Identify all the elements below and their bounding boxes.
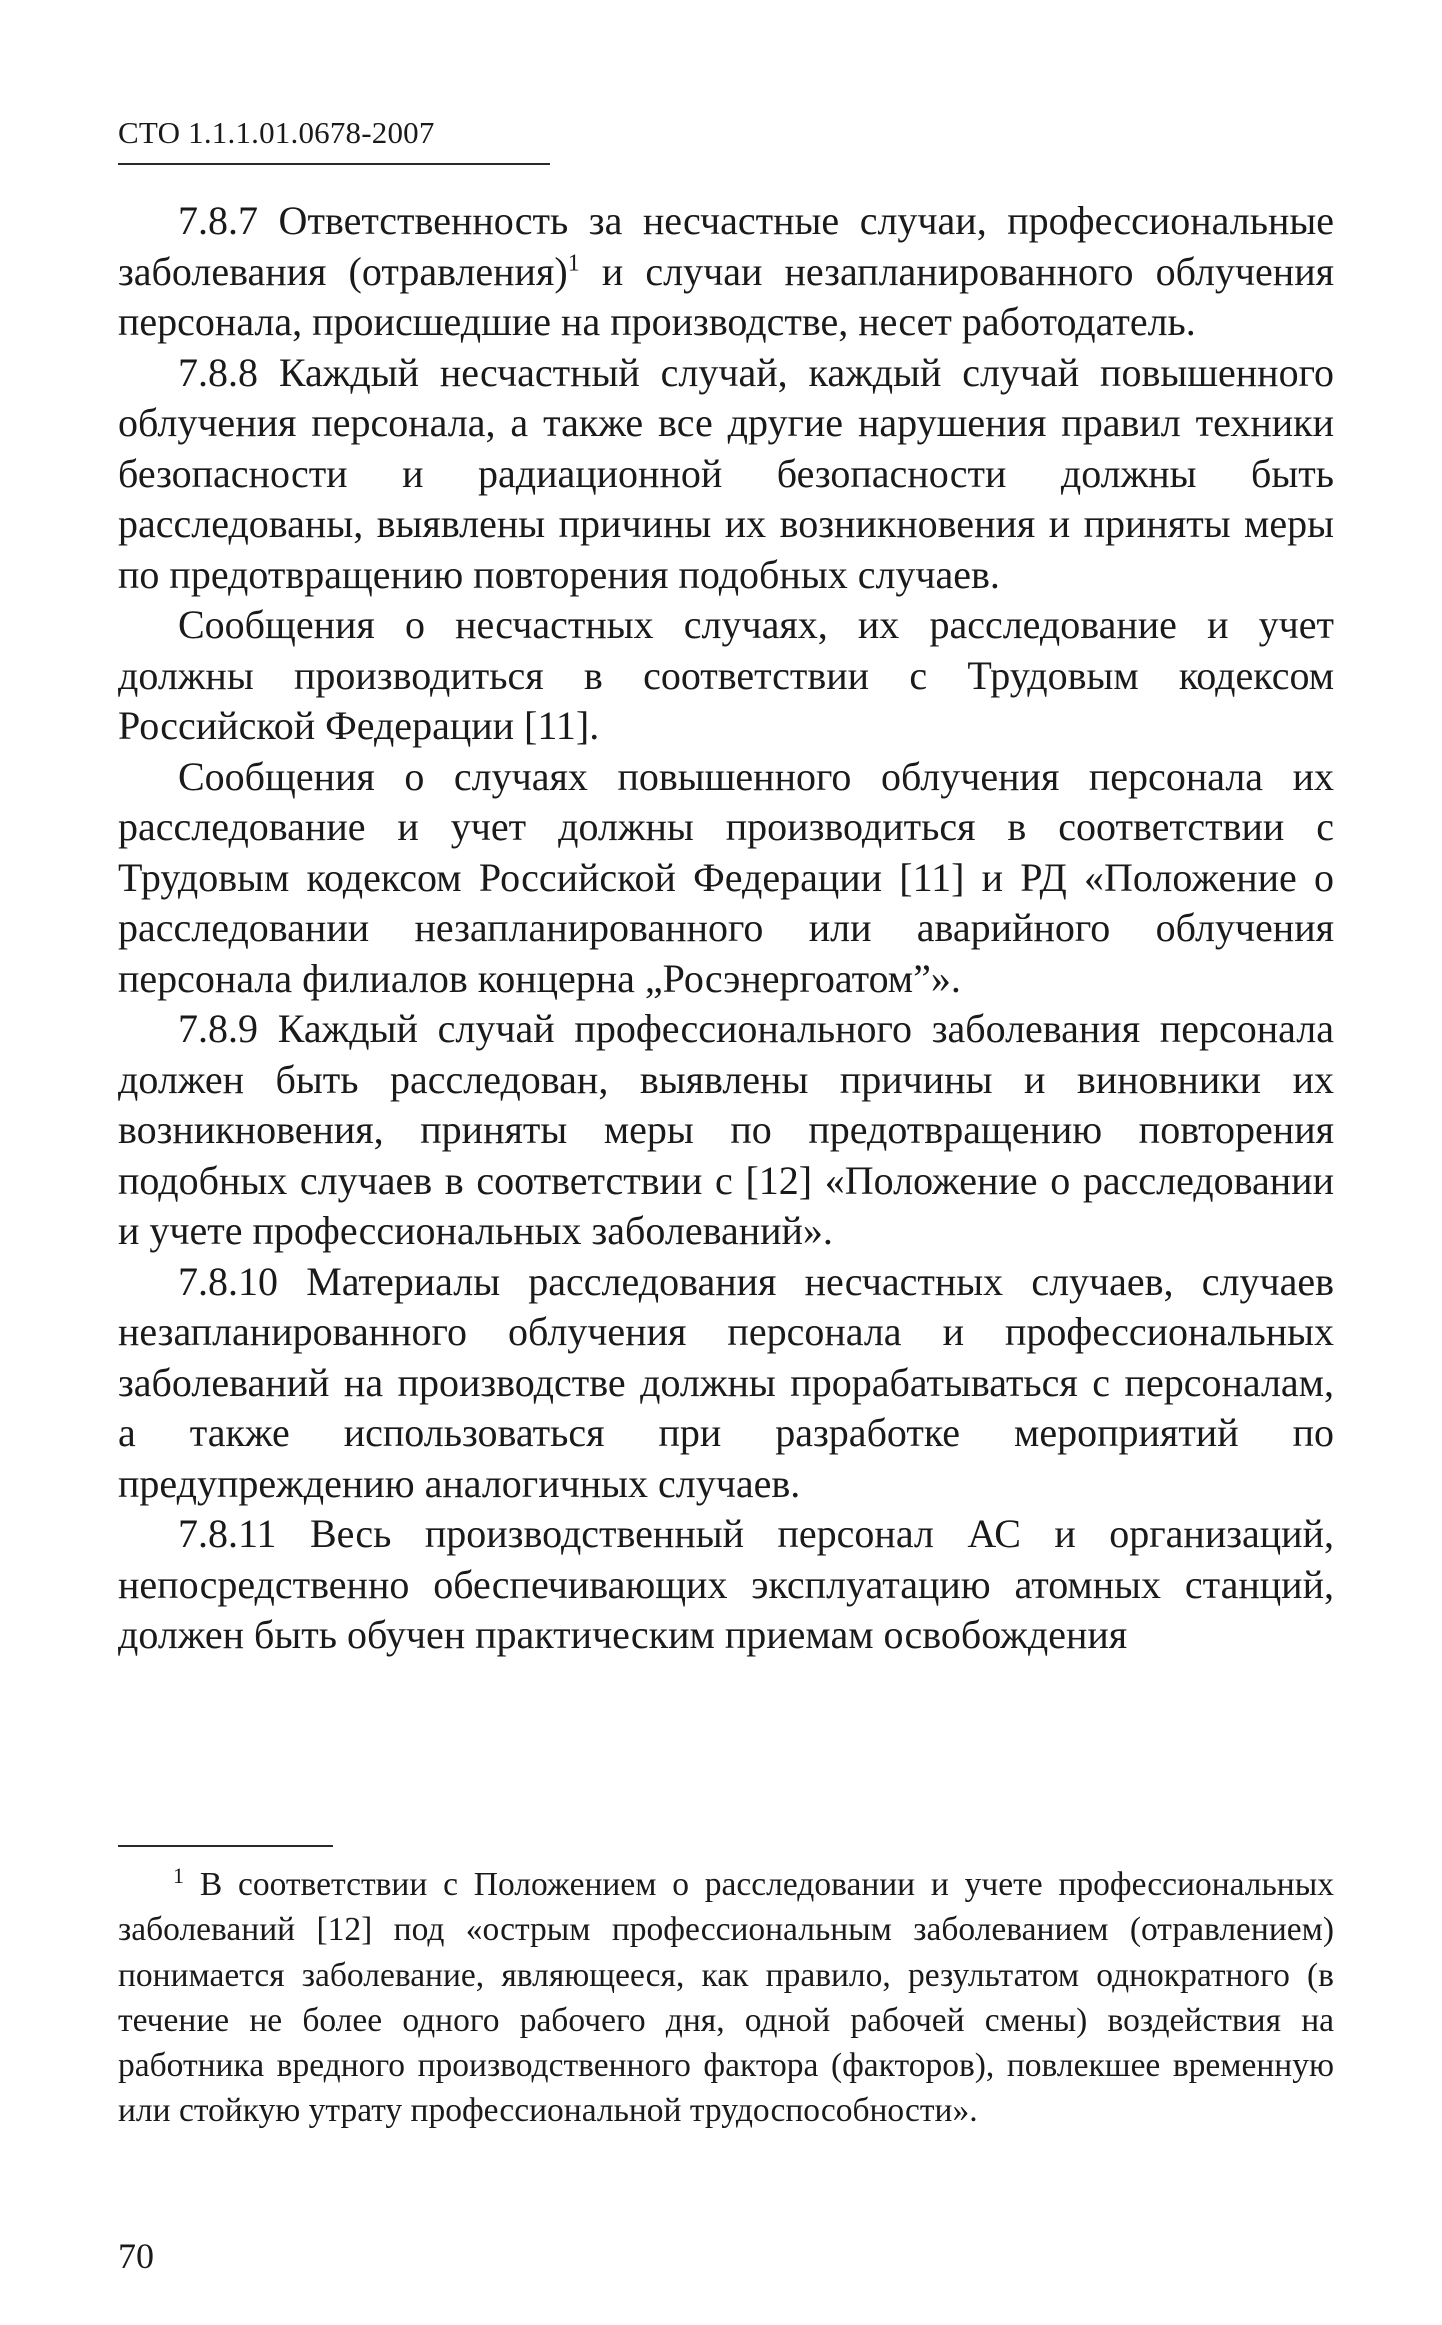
footnote-reference: 1	[567, 250, 580, 277]
footnote	[118, 1862, 1334, 2134]
footnote-text: В соответствии с Положением о расследовании и учете профессиональных заболеваний [12] под «острым профессиональным заболеванием (отравлением) понимается заболевание, являющееся, как правило, результатом однократного (в течение не более одного рабочего дня, одной рабочей смены) воздействия на работника вредного производственного фактора (факторов), повлекшее временную или стойкую утрату профессиональной трудоспособности».	[118, 1866, 1334, 2130]
main-text	[118, 196, 1334, 1661]
paragraph-accident-reports: Сообщения о несчастных случаях, их расследование и учет должны производиться в соответствии с Трудовым кодексом Российской Федерации [11].	[118, 602, 1334, 748]
paragraph-7-8-8: 7.8.8 Каждый несчастный случай, каждый случай повышенного облучения персонала, а также все другие нарушения правил техники безопасности и радиационной безопасности должны быть расследованы, выявлены причины их возникновения и приняты меры по предотвращению повторения подобных случаев.	[118, 349, 1334, 597]
header-rule	[118, 163, 550, 165]
footnote-rule	[118, 1845, 333, 1847]
footnote-marker: 1	[173, 1862, 184, 1888]
footnote-paragraph	[118, 1862, 1334, 2134]
paragraph-7-8-9: 7.8.9 Каждый случай профессионального заболевания персонала должен быть расследован, выявлены причины и виновники их возникновения, приняты меры по предотвращению повторения подобных случаев в соответствии с [12] «Положение о расследовании и учете профессиональных заболеваний».	[118, 1006, 1334, 1253]
paragraph-7-8-7	[118, 196, 1334, 348]
paragraph-7-8-10: 7.8.10 Материалы расследования несчастных случаев, случаев незапланированного облучения персонала и профессиональных заболеваний на производстве должны прорабатываться с персоналам, а также использоваться при разработке мероприятий по предупреждению аналогичных случаев.	[118, 1258, 1334, 1506]
paragraph-exposure-reports: Сообщения о случаях повышенного облучения персонала их расследование и учет должны производиться в соответствии с Трудовым кодексом Российской Федерации [11] и РД «Положение о расследовании незапланированного или аварийного облучения персонала филиалов концерна „Росэнергоатом”».	[118, 753, 1334, 1001]
paragraph-7-8-11: 7.8.11 Весь производственный персонал АС и организаций, непосредственно обеспечивающих эксплуатацию атомных станций, должен быть обучен практическим приемам освобождения	[118, 1511, 1334, 1657]
paragraph-7-8-7-end: и случаи незапланированного облучения персонала, происшедшие на производстве, несет работодатель.	[118, 248, 1334, 344]
page-number: 70	[118, 2236, 154, 2276]
paragraph-7-8-7-start: 7.8.7 Ответственность за несчастные случаи, профессиональные заболевания (отравления)	[118, 198, 1334, 294]
document-code-header: СТО 1.1.1.01.0678-2007	[118, 115, 435, 150]
